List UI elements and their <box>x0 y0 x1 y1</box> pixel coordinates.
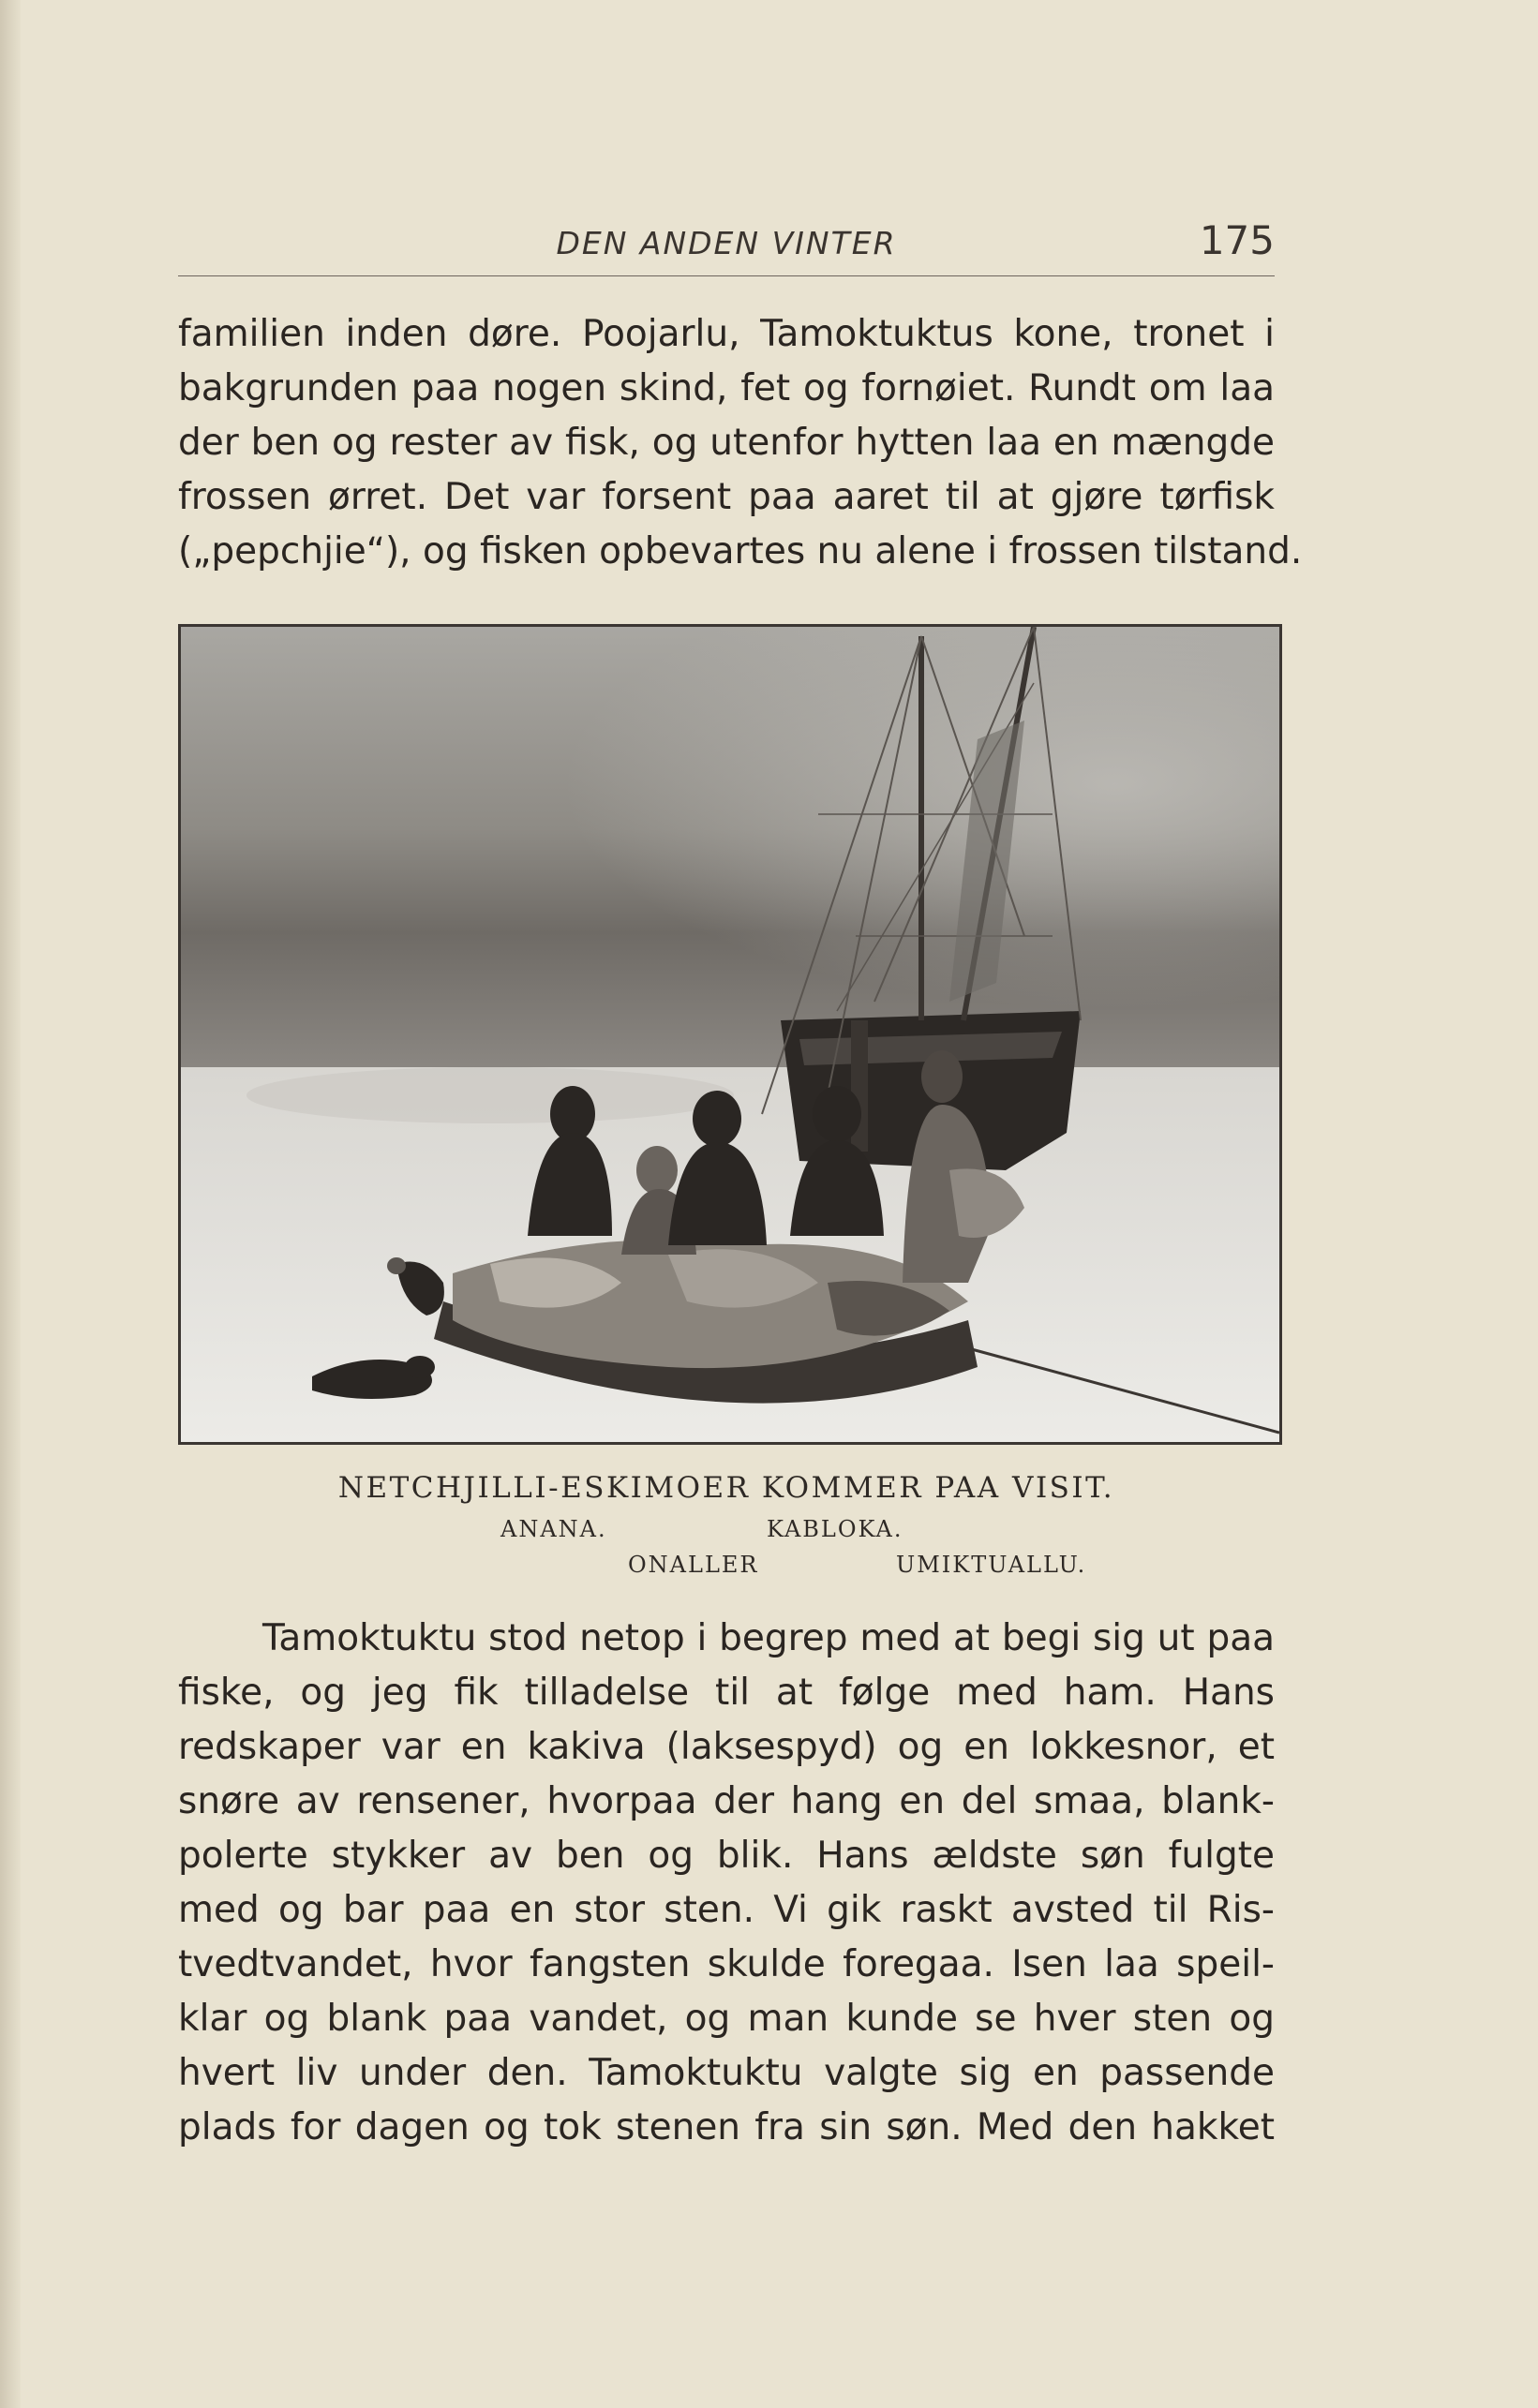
text-line: bakgrunden paa nogen skind, fet og fornøiet. Rundt om laa <box>178 367 1275 409</box>
text-line: tvedtvandet, hvor fangsten skulde foregaa. Isen laa speil- <box>178 1943 1275 1985</box>
text-line: polerte stykker av ben og blik. Hans ældste søn fulgte <box>178 1835 1275 1877</box>
caption-name: KABLOKA. <box>767 1516 903 1542</box>
caption-name: UMIKTUALLU. <box>896 1552 1087 1578</box>
paragraph-2 <box>178 1612 1275 2155</box>
text-line: der ben og rester av fisk, og utenfor hytten laa en mængde <box>178 422 1275 464</box>
photo-illustration <box>181 627 1279 1442</box>
paragraph-1 <box>178 307 1303 579</box>
text-line: plads for dagen og tok stenen fra sin søn. Med den hakket <box>178 2106 1275 2148</box>
page-edge <box>0 0 21 2408</box>
caption-name: ONALLER <box>628 1552 759 1578</box>
text-line: Tamoktuktu stod netop i begrep med at begi sig ut paa <box>262 1617 1275 1659</box>
text-line: frossen ørret. Det var forsent paa aaret til at gjøre tørfisk <box>178 476 1275 518</box>
text-line: med og bar paa en stor sten. Vi gik raskt avsted til Ris- <box>178 1889 1275 1931</box>
text-line: snøre av rensener, hvorpaa der hang en del smaa, blank- <box>178 1780 1275 1822</box>
running-head <box>178 217 1275 276</box>
page-number: 175 <box>1199 217 1275 263</box>
text-line: redskaper var en kakiva (laksespyd) og en lokkesnor, et <box>178 1726 1275 1768</box>
running-title: DEN ANDEN VINTER <box>556 225 897 261</box>
photograph-eskimos-and-ship <box>178 624 1282 1445</box>
caption-name: ANANA. <box>500 1516 607 1542</box>
text-line: hvert liv under den. Tamoktuktu valgte sig en passende <box>178 2052 1275 2094</box>
text-line: familien inden døre. Poojarlu, Tamoktuktus kone, tronet i <box>178 313 1275 355</box>
text-line: („pepchjie“), og fisken opbevartes nu alene i frossen tilstand. <box>178 530 1303 572</box>
photo-caption: NETCHJILLI-ESKIMOER KOMMER PAA VISIT. <box>337 1471 1115 1505</box>
text-line: klar og blank paa vandet, og man kunde se hver sten og <box>178 1998 1275 2040</box>
text-line: fiske, og jeg fik tilladelse til at følge med ham. Hans <box>178 1672 1275 1714</box>
